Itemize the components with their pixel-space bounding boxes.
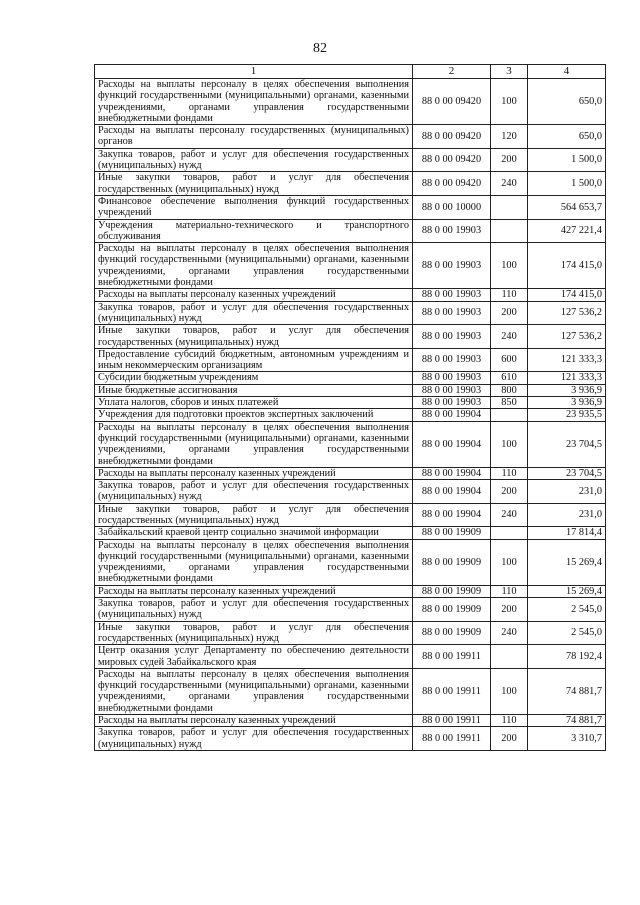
row-expense-type: 240: [491, 325, 528, 349]
row-name: Учреждения для подготовки проектов экспертных заключений: [95, 409, 413, 421]
row-code: 88 0 00 19904: [413, 503, 491, 527]
row-name: Учреждения материально-технического и транспортного обслуживания: [95, 219, 413, 243]
row-code: 88 0 00 19903: [413, 372, 491, 384]
row-expense-type: [491, 219, 528, 243]
row-code: 88 0 00 19911: [413, 668, 491, 714]
row-name: Закупка товаров, работ и услуг для обеспечения государственных (муниципальных) нужд: [95, 301, 413, 325]
header-col-3: 3: [491, 65, 528, 79]
table-header-row: [95, 65, 606, 79]
row-name: Финансовое обеспечение выполнения функций государственных учреждений: [95, 195, 413, 219]
table-row: [95, 467, 606, 479]
row-name: Расходы на выплаты персоналу в целях обеспечения выполнения функций государственными (муниципальными) органами, казенными учреждениями, органами управления государственными внебюджетными фондами: [95, 79, 413, 125]
row-name: Расходы на выплаты персоналу в целях обеспечения выполнения функций государственными (муниципальными) органами, казенными учреждениями, органами управления государственными внебюджетными фондами: [95, 243, 413, 289]
row-sum: 174 415,0: [528, 243, 606, 289]
row-expense-type: 240: [491, 621, 528, 645]
page-number: 82: [313, 41, 327, 56]
row-name: Предоставление субсидий бюджетным, автономным учреждениям и иным некоммерческим организациям: [95, 348, 413, 372]
table-row: [95, 148, 606, 172]
table-row: [95, 384, 606, 396]
row-code: 88 0 00 19911: [413, 727, 491, 751]
row-sum: 231,0: [528, 480, 606, 504]
row-name: Расходы на выплаты персоналу в целях обеспечения выполнения функций государственными (муниципальными) органами, казенными учреждениями, органами управления государственными внебюджетными фондами: [95, 668, 413, 714]
row-expense-type: 100: [491, 243, 528, 289]
row-expense-type: 110: [491, 467, 528, 479]
table-row: [95, 219, 606, 243]
row-name: Иные закупки товаров, работ и услуг для обеспечения государственных (муниципальных) нужд: [95, 621, 413, 645]
row-expense-type: 100: [491, 668, 528, 714]
table-row: [95, 715, 606, 727]
row-code: 88 0 00 19904: [413, 467, 491, 479]
row-expense-type: 110: [491, 715, 528, 727]
row-sum: 1 500,0: [528, 148, 606, 172]
row-code: 88 0 00 19903: [413, 348, 491, 372]
header-col-2: 2: [413, 65, 491, 79]
table-row: [95, 301, 606, 325]
row-name: Расходы на выплаты персоналу в целях обеспечения выполнения функций государственными (муниципальными) органами, казенными учреждениями, органами управления государственными внебюджетными фондами: [95, 421, 413, 467]
table-row: [95, 668, 606, 714]
row-sum: 564 653,7: [528, 195, 606, 219]
row-name: Субсидии бюджетным учреждениям: [95, 372, 413, 384]
row-sum: 78 192,4: [528, 645, 606, 669]
row-expense-type: [491, 195, 528, 219]
row-name: Иные закупки товаров, работ и услуг для обеспечения государственных (муниципальных) нужд: [95, 325, 413, 349]
row-sum: 3 936,9: [528, 384, 606, 396]
table-row: [95, 598, 606, 622]
row-sum: 2 545,0: [528, 598, 606, 622]
table-row: [95, 195, 606, 219]
row-expense-type: 200: [491, 598, 528, 622]
row-expense-type: 200: [491, 727, 528, 751]
row-code: 88 0 00 19904: [413, 421, 491, 467]
table-row: [95, 539, 606, 585]
table-row: [95, 527, 606, 539]
row-expense-type: 200: [491, 148, 528, 172]
table-row: [95, 621, 606, 645]
row-code: 88 0 00 19909: [413, 598, 491, 622]
table-row: [95, 172, 606, 196]
row-name: Закупка товаров, работ и услуг для обеспечения государственных (муниципальных) нужд: [95, 598, 413, 622]
row-name: Расходы на выплаты персоналу казенных учреждений: [95, 289, 413, 301]
row-sum: 231,0: [528, 503, 606, 527]
row-sum: 650,0: [528, 125, 606, 149]
row-name: Иные бюджетные ассигнования: [95, 384, 413, 396]
row-name: Расходы на выплаты персоналу государственных (муниципальных) органов: [95, 125, 413, 149]
row-code: 88 0 00 19903: [413, 301, 491, 325]
table-row: [95, 409, 606, 421]
row-code: 88 0 00 19911: [413, 715, 491, 727]
row-code: 88 0 00 19909: [413, 539, 491, 585]
row-code: 88 0 00 19903: [413, 243, 491, 289]
header-col-4: 4: [528, 65, 606, 79]
row-code: 88 0 00 09420: [413, 172, 491, 196]
row-expense-type: 600: [491, 348, 528, 372]
row-expense-type: 610: [491, 372, 528, 384]
table-row: [95, 503, 606, 527]
row-code: 88 0 00 10000: [413, 195, 491, 219]
row-name: Закупка товаров, работ и услуг для обеспечения государственных (муниципальных) нужд: [95, 148, 413, 172]
table-row: [95, 79, 606, 125]
row-name: Уплата налогов, сборов и иных платежей: [95, 397, 413, 409]
row-expense-type: 100: [491, 539, 528, 585]
row-sum: 3 936,9: [528, 397, 606, 409]
row-sum: 1 500,0: [528, 172, 606, 196]
row-sum: 23 935,5: [528, 409, 606, 421]
row-expense-type: 120: [491, 125, 528, 149]
row-sum: 174 415,0: [528, 289, 606, 301]
row-sum: 15 269,4: [528, 539, 606, 585]
row-expense-type: 240: [491, 172, 528, 196]
budget-table: [94, 64, 606, 751]
row-sum: 3 310,7: [528, 727, 606, 751]
row-name: Забайкальский краевой центр социально значимой информации: [95, 527, 413, 539]
table-row: [95, 289, 606, 301]
row-code: 88 0 00 19903: [413, 289, 491, 301]
row-sum: 17 814,4: [528, 527, 606, 539]
row-sum: 427 221,4: [528, 219, 606, 243]
table-row: [95, 645, 606, 669]
row-sum: 15 269,4: [528, 585, 606, 597]
row-sum: 127 536,2: [528, 325, 606, 349]
row-expense-type: 110: [491, 289, 528, 301]
table-row: [95, 397, 606, 409]
table-row: [95, 348, 606, 372]
row-sum: 23 704,5: [528, 421, 606, 467]
table-row: [95, 243, 606, 289]
row-sum: 74 881,7: [528, 715, 606, 727]
row-code: 88 0 00 19903: [413, 384, 491, 396]
table-row: [95, 372, 606, 384]
row-expense-type: 100: [491, 79, 528, 125]
row-expense-type: 800: [491, 384, 528, 396]
row-sum: 2 545,0: [528, 621, 606, 645]
table-row: [95, 727, 606, 751]
row-name: Расходы на выплаты персоналу в целях обеспечения выполнения функций государственными (муниципальными) органами, казенными учреждениями, органами управления государственными внебюджетными фондами: [95, 539, 413, 585]
row-code: 88 0 00 19904: [413, 409, 491, 421]
table-row: [95, 480, 606, 504]
row-expense-type: [491, 527, 528, 539]
row-name: Расходы на выплаты персоналу казенных учреждений: [95, 715, 413, 727]
row-code: 88 0 00 19909: [413, 527, 491, 539]
row-sum: 23 704,5: [528, 467, 606, 479]
row-name: Иные закупки товаров, работ и услуг для обеспечения государственных (муниципальных) нужд: [95, 503, 413, 527]
row-expense-type: [491, 645, 528, 669]
row-code: 88 0 00 19903: [413, 397, 491, 409]
row-code: 88 0 00 19911: [413, 645, 491, 669]
row-code: 88 0 00 19909: [413, 621, 491, 645]
table-body: [95, 79, 606, 751]
row-expense-type: 100: [491, 421, 528, 467]
row-name: Иные закупки товаров, работ и услуг для обеспечения государственных (муниципальных) нужд: [95, 172, 413, 196]
row-expense-type: 110: [491, 585, 528, 597]
header-col-1: 1: [95, 65, 413, 79]
table-row: [95, 585, 606, 597]
row-name: Закупка товаров, работ и услуг для обеспечения государственных (муниципальных) нужд: [95, 480, 413, 504]
row-expense-type: 200: [491, 301, 528, 325]
row-expense-type: [491, 409, 528, 421]
row-code: 88 0 00 09420: [413, 79, 491, 125]
row-expense-type: 240: [491, 503, 528, 527]
table-row: [95, 421, 606, 467]
row-expense-type: 850: [491, 397, 528, 409]
row-name: Центр оказания услуг Департаменту по обеспечению деятельности мировых судей Забайкальского края: [95, 645, 413, 669]
row-name: Расходы на выплаты персоналу казенных учреждений: [95, 467, 413, 479]
row-code: 88 0 00 19909: [413, 585, 491, 597]
row-sum: 121 333,3: [528, 372, 606, 384]
row-expense-type: 200: [491, 480, 528, 504]
row-sum: 121 333,3: [528, 348, 606, 372]
table-row: [95, 325, 606, 349]
row-name: Расходы на выплаты персоналу казенных учреждений: [95, 585, 413, 597]
row-code: 88 0 00 09420: [413, 148, 491, 172]
row-code: 88 0 00 19904: [413, 480, 491, 504]
row-sum: 74 881,7: [528, 668, 606, 714]
row-sum: 127 536,2: [528, 301, 606, 325]
row-code: 88 0 00 19903: [413, 219, 491, 243]
row-code: 88 0 00 19903: [413, 325, 491, 349]
table-row: [95, 125, 606, 149]
row-code: 88 0 00 09420: [413, 125, 491, 149]
row-name: Закупка товаров, работ и услуг для обеспечения государственных (муниципальных) нужд: [95, 727, 413, 751]
row-sum: 650,0: [528, 79, 606, 125]
